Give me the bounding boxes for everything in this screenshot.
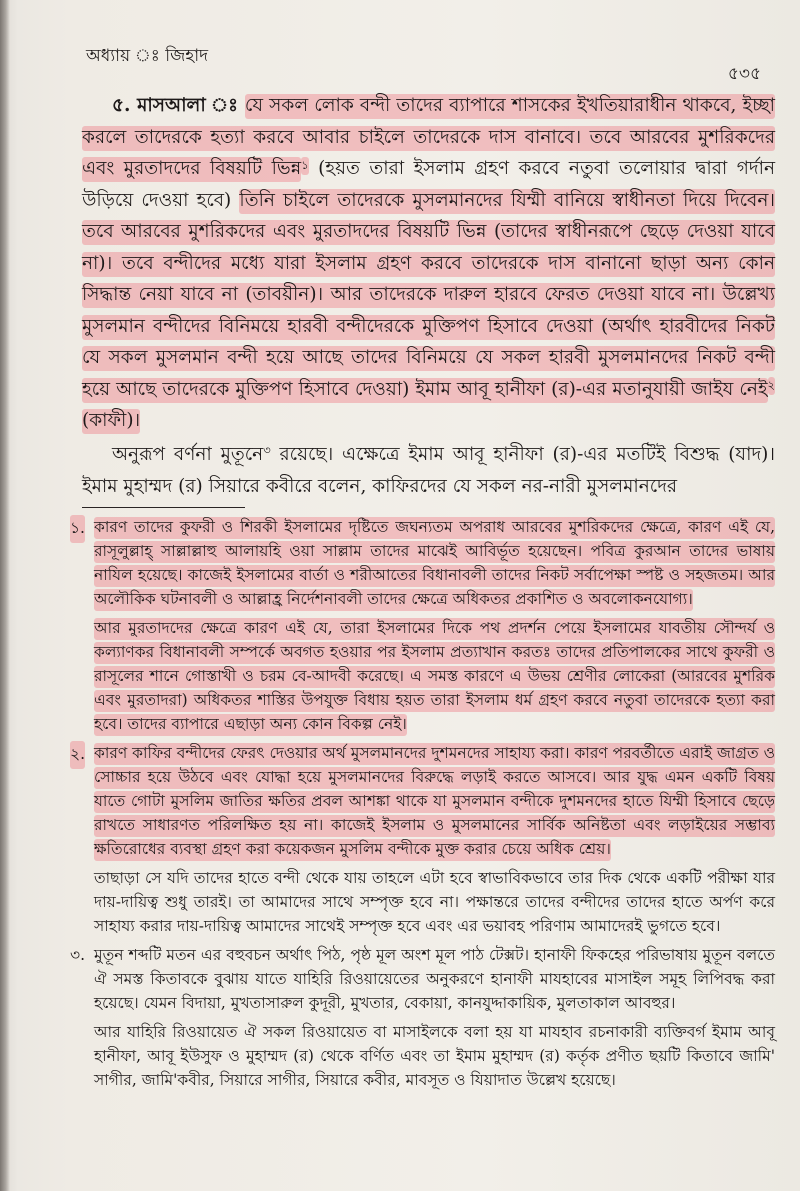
- footnote-text: কারণ কাফির বন্দীদের ফেরৎ দেওয়ার অর্থ মুসলমানদের দুশমনদের সাহায্য করা। কারণ পরবর্তীতে এরাই জাগ্রত ও সোচ্চার হয়ে উঠবে এবং যোদ্ধা হয়ে মুসলমানদের বিরুদ্ধে লড়াই করতে আসবে। আর যুদ্ধ এমন একটি বিষয় যাতে গোটা মুসলিম জাতির ক্ষতির প্রবল আশঙ্কা থাকে যা মুসলমান বন্দীকে দুশমনদের হাতে যিম্মী হিসাবে ছেড়ে রাখতে সাধারণত পরিলক্ষিত হয় না। কাজেই ইসলাম ও মুসলমানের সার্বিক অনিষ্টতা এবং লড়াইয়ের সম্ভাব্য ক্ষতিরোধের ব্যবস্থা গ্রহণ করা কয়েকজন মুসলিম বন্দীকে মুক্ত করার চেয়ে অধিক শ্রেয়।: [94, 743, 775, 861]
- highlighted-text: তিনি চাইলে তাদেরকে মুসলমানদের যিম্মী বানিয়ে স্বাধীনতা দিয়ে দিবেন। তবে আরবের মুশরিকদের এবং মুরতাদদের বিষয়টি ভিন্ন (তাদের স্বাধীনরূপে ছেড়ে দেওয়া যাবে না)। তবে বন্দীদের মধ্যে যারা ইসলাম গ্রহণ করবে তাদেরকে দাস বানানো ছাড়া অন্য কোন সিদ্ধান্ত নেয়া যাবে না (তাবয়ীন)। আর তাদেরকে দারুল হারবে ফেরত দেওয়া যাবে না। উল্লেখ্য মুসলমান বন্দীদের বিনিময়ে হারবী বন্দীদেরকে মুক্তিপণ হিসাবে দেওয়া (অর্থাৎ হারবীদের নিকট যে সকল মুসলমান বন্দী হয়ে আছে তাদের বিনিময়ে যে সকল হারবী মুসলমানদের নিকট বন্দী হয়ে আছে তাদেরকে মুক্তিপণ হিসাবে দেওয়া) ইমাম আবূ হানীফা (র)-এর মতানুযায়ী জাইয নেই: [82, 189, 775, 403]
- footnote-1: [70, 515, 775, 611]
- highlighted-text: (কাফী)।: [82, 409, 140, 434]
- continuation-paragraph: [82, 439, 775, 503]
- highlighted-text: যে সকল লোক বন্দী তাদের ব্যাপারে শাসকের ইখতিয়ারাধীন থাকবে, ইচ্ছা করলে তাদেরকে হত্যা করবে আবার চাইলে তাদেরকে দাস বানাবে। তবে আরবের মুশরিকদের এবং মুরতাদদের বিষয়টি ভিন্ন: [82, 94, 775, 182]
- footnote-3: [70, 943, 775, 1015]
- footnote-2: [70, 741, 775, 861]
- footnote-1-continued: [70, 616, 775, 736]
- footnote-text: মুতূন শব্দটি মতন এর বহুবচন অর্থাৎ পিঠ, পৃষ্ঠ মূল অংশ মূল পাঠ টেক্সট। হানাফী ফিকহের পরিভাষায় মুতূন বলতে ঐ সমস্ত কিতাবকে বুঝায় যাতে যাহিরি রিওয়ায়েতের অনুকরণে হানাফী মাযহাবের মাসাইল সমূহ লিপিবদ্ধ করা হয়েছে। যেমন বিদায়া, মুখতাসারুল কুদূরী, মুখতার, বেকায়া, কানযুদ্দাকায়িক, মুলতাকাল আবহুর।: [94, 945, 775, 1012]
- footnote-ref-1: ১: [301, 157, 308, 175]
- footnote-2-continued: [70, 866, 775, 938]
- footnote-number: ১.: [70, 515, 85, 543]
- page-content: [70, 44, 776, 1092]
- paragraph-text: অনুরূপ বর্ণনা মুতূনে: [112, 443, 264, 465]
- masala-label: ৫. মাসআলা ঃ: [112, 95, 245, 116]
- footnote-text: আর যাহিরি রিওয়ায়েত ঐ সকল রিওয়ায়েত বা মাসাইলকে বলা হয় যা মাযহাব রচনাকারী ব্যক্তিবর্গ ইমাম আবূ হানীফা, আবূ ইউসুফ ও মুহাম্মদ (র) থেকে বর্ণিত এবং তা ইমাম মুহাম্মদ (র) কর্তৃক প্রণীত ছয়টি কিতাবে জামি' সাগীর, জামি'কবীর, সিয়ারে সাগীর, সিয়ারে কবীর, মাবসূত ও যিয়াদাত উল্লেখ হয়েছে।: [94, 1022, 775, 1089]
- footnote-number: ২.: [70, 741, 85, 769]
- footnote-ref-3: ৩: [263, 443, 271, 458]
- footnote-number: ৩.: [70, 945, 86, 964]
- running-header: [82, 44, 775, 90]
- paragraph-text: রয়েছে। এক্ষেত্রে ইমাম আবূ হানীফা (র)-এর মতটিই বিশুদ্ধ (যাদ)। ইমাম মুহাম্মদ (র) সিয়ারে কবীরে বলেন, কাফিরদের যে সকল নর-নারী মুসলমানদের: [82, 443, 776, 497]
- footnote-separator: [82, 507, 245, 508]
- masala-paragraph: [82, 90, 775, 437]
- footnotes-section: [70, 515, 775, 1092]
- footnote-ref-2: ২: [768, 377, 775, 395]
- chapter-title: অধ্যায় ঃ জিহাদ: [86, 46, 209, 66]
- page-edge-shadow: [0, 0, 10, 1191]
- footnote-3-continued: [70, 1020, 775, 1092]
- page-number: ৫৩৫: [727, 64, 761, 84]
- footnote-text: তাছাড়া সে যদি তাদের হাতে বন্দী থেকে যায় তাহলে এটা হবে স্বাভাবিকভাবে তার দিক থেকে একটি পরীক্ষা যার দায়-দায়িত্ব শুধু তারই। তা আমাদের সাথে সম্পৃক্ত হবে না। পক্ষান্তরে তাদের বন্দীদের তাদের হাতে অর্পণ করে সাহায্য করার দায়-দায়িত্ব আমাদের সাথেই সম্পৃক্ত হবে এবং এর ভয়াবহ পরিণাম আমাদেরই ভুগতে হবে।: [94, 868, 775, 935]
- footnote-text: কারণ তাদের কুফরী ও শিরকী ইসলামের দৃষ্টিতে জঘন্যতম অপরাধ আরবের মুশরিকদের ক্ষেত্রে, কারণ এই যে, রাসূলুল্লাহ্ সাল্লাল্লাহু আলায়হি ওয়া সাল্লাম তাদের মাঝেই আবির্ভূত হয়েছেন। পবিত্র কুরআন তাদের ভাষায় নাযিল হয়েছে। কাজেই ইসলামের বার্তা ও শরীআতের বিধানাবলী তাদের নিকট সর্বাপেক্ষা স্পষ্ট ও সহজতম। আর অলৌকিক ঘটনাবলী ও আল্লাহ্র নির্দেশনাবলী তাদের ক্ষেত্রে অধিকতর প্রকাশিত ও অবলোকনযোগ্য।: [94, 517, 775, 611]
- footnote-text: আর মুরতাদদের ক্ষেত্রে কারণ এই যে, তারা ইসলামের দিকে পথ প্রদর্শন পেয়ে ইসলামের যাবতীয় সৌন্দর্য ও কল্যাণকর বিধানাবলী সম্পর্কে অবগত হওয়ার পর ইসলাম প্রত্যাখান করতঃ তাদের প্রতিপালকের সাথে কুফরী ও রাসূলের শানে গোস্তাখী ও চরম বে-আদবী করেছে। এ সমস্ত কারণে এ উভয় শ্রেণীর লোকেরা (আরবের মুশরিক এবং মুরতাদরা) অধিকতর শাস্তির উপযুক্ত বিধায় হয়ত তারা ইসলাম ধর্ম গ্রহণ করবে নতুবা তাদেরকে হত্যা করা হবে। তাদের ব্যাপারে এছাড়া অন্য কোন বিকল্প নেই।: [94, 618, 775, 736]
- paragraph-text: (হয়ত তারা ইসলাম গ্রহণ করবে নতুবা তলোয়ার দ্বারা গর্দান উড়িয়ে দেওয়া হবে): [82, 158, 775, 211]
